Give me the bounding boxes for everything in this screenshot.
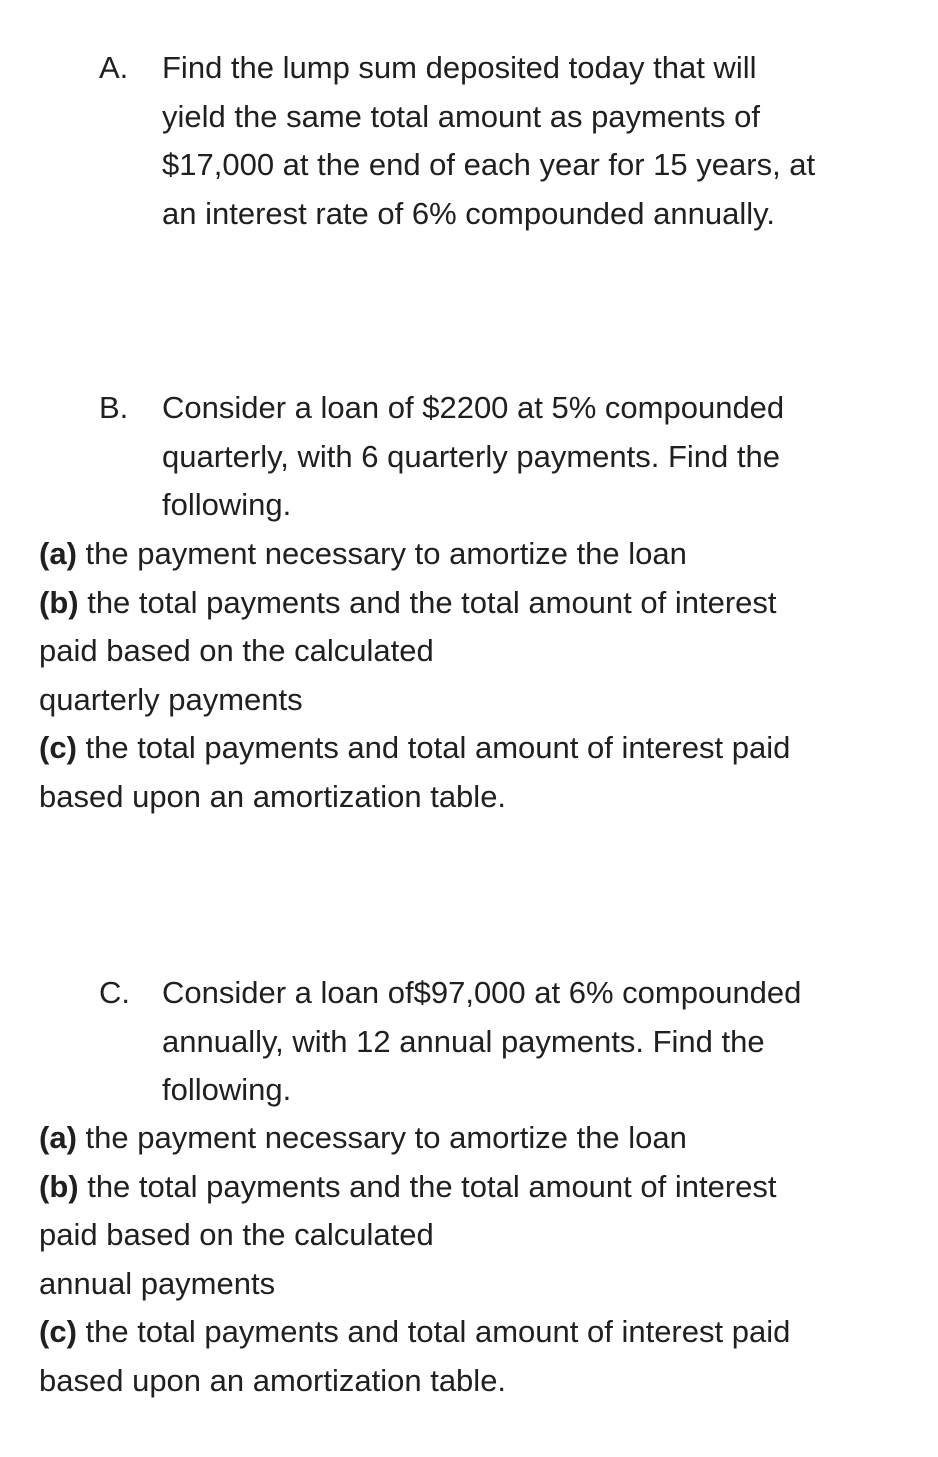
problem-b-marker: B. — [99, 390, 129, 425]
part-b — [39, 579, 919, 628]
part-b-continued: annual payments — [39, 1265, 276, 1301]
problem-c-parts — [39, 1114, 919, 1405]
part-b — [39, 1163, 919, 1212]
problem-a-line: yield the same total amount as payments of — [162, 98, 760, 134]
part-b-label: (b) — [39, 1168, 79, 1204]
part-b-text: the total payments and the total amount of interest — [78, 584, 777, 620]
part-b-continued: paid based on the calculated — [39, 1217, 434, 1252]
problem-c-line: Consider a loan of$97,000 at 6% compounded — [162, 975, 802, 1010]
problem-c-line: annually, with 12 annual payments. Find the — [162, 1023, 765, 1059]
problem-b-parts — [39, 530, 919, 821]
problem-b-line: Consider a loan of $2200 at 5% compounded — [162, 390, 785, 425]
part-b-label: (b) — [39, 584, 79, 620]
problem-a-line: $17,000 at the end of each year for 15 years, at — [162, 147, 816, 182]
problem-b-line: quarterly, with 6 quarterly payments. Find the — [162, 438, 780, 474]
problem-c-text — [162, 969, 922, 1115]
problem-b-text — [162, 384, 922, 530]
problem-a-line: an interest rate of 6% compounded annually. — [162, 195, 775, 231]
problem-c-marker: C. — [99, 975, 130, 1010]
part-b-text: the total payments and the total amount of interest — [78, 1168, 777, 1204]
problem-b-line: following. — [162, 487, 292, 522]
part-c-label: (c) — [39, 1314, 77, 1349]
part-c-text: the total payments and total amount of interest paid — [76, 730, 791, 765]
part-c — [39, 724, 919, 773]
part-c-continued: based upon an amortization table. — [39, 1362, 507, 1398]
problem-a-text — [162, 44, 922, 238]
part-c-continued: based upon an amortization table. — [39, 778, 507, 814]
part-a-text: the payment necessary to amortize the loan — [76, 1120, 687, 1155]
part-a-label: (a) — [39, 1120, 77, 1155]
part-a — [39, 530, 919, 579]
part-a-text: the payment necessary to amortize the loan — [76, 536, 687, 571]
part-c-text: the total payments and total amount of interest paid — [76, 1314, 791, 1349]
problem-a-marker: A. — [99, 50, 129, 85]
part-c — [39, 1308, 919, 1357]
part-b-continued: paid based on the calculated — [39, 633, 434, 668]
part-c-label: (c) — [39, 730, 77, 765]
part-b-continued: quarterly payments — [39, 681, 303, 717]
part-a — [39, 1114, 919, 1163]
problem-c-line: following. — [162, 1072, 292, 1107]
part-a-label: (a) — [39, 536, 77, 571]
problem-a-line: Find the lump sum deposited today that will — [162, 50, 757, 85]
